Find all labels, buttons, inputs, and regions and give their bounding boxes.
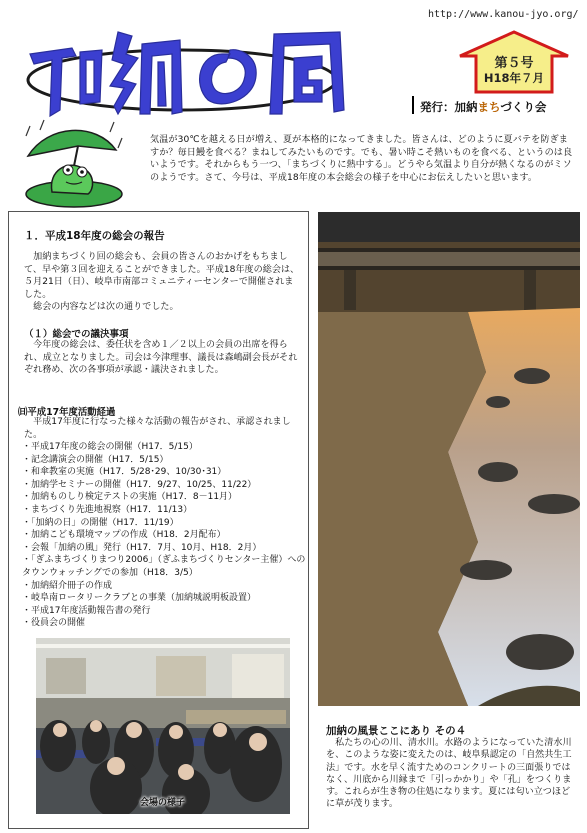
list-item: ・「加納の日」の開催（H17．11/19） <box>22 517 179 528</box>
feature-paragraph: 私たちの心の川、清水川。水路のようになっていた清水川を、このような姿に変えたのは、岐阜県認定の「自然共生工法」です。水を早く流すためのコンクリートの三面張りではなく、川底から川縁まで「引っかかり」や「孔」をつくります。これらが生き物の住処になります。夏には匂い立つほどに草が茂ります。 <box>326 738 572 810</box>
publisher-prefix: 発行：加納 <box>420 100 478 114</box>
list-item: ・まちづくり先進地視察（H17．11/13） <box>22 504 193 515</box>
publisher-line <box>420 99 546 115</box>
publisher-suffix: づくり会 <box>500 100 547 114</box>
activities-list <box>22 441 306 630</box>
river-photo <box>318 212 580 706</box>
activities-intro: 平成17年度に行なった様々な活動の報告がされ、承認されました。 <box>24 417 291 440</box>
masthead-title <box>22 14 352 124</box>
list-item: ・加納紹介冊子の作成 <box>22 580 113 591</box>
list-item: ・「ぎふまちづくりまつり2006」（ぎふまちづくりセンター主催）へのタウンウォッチングでの参加（H18．3/5） <box>22 555 306 578</box>
website-url: http://www.kanou-jyo.org/ <box>428 9 579 20</box>
list-item: ・和傘教室の実施（H17．5/28･29、10/30･31） <box>22 467 227 478</box>
publisher-divider <box>412 96 414 114</box>
list-item: ・加納こども環境マップの作成（H18．2月配布） <box>22 530 226 541</box>
meeting-photo <box>36 638 290 814</box>
activities-heading: ㈰平成17年度活動経過 <box>18 407 116 418</box>
list-item: ・加納ものしり検定テストの実施（H17．8－11月） <box>22 492 238 503</box>
feature-title: 加納の風景ここにあり その４ <box>326 725 467 737</box>
issue-date: H18年７月 <box>483 71 545 85</box>
resolutions-paragraph: 今年度の総会は、委任状を含め１／２以上の会員の出席を得られ、成立となりました。司会は今津理事、議長は森嶋副会長がそれぞれ務め、次の各事項が承認・議決されました。 <box>24 340 298 376</box>
list-item: ・記念講演会の開催（H17．5/15） <box>22 454 169 465</box>
list-item: ・加納学セミナーの開催（H17．9/27、10/25、11/22） <box>22 479 257 490</box>
article-paragraph: 加納まちづくり回の総会も、会員の皆さんのおかげをもちまして、早や第３回を迎えることができました。平成18年度の総会は、５月21日（日）、岐阜市南部コミュニティーセンターで開催されました。 総会の内容などは次の通りでした。 <box>24 252 300 313</box>
publisher-accent: まち <box>477 100 501 114</box>
list-item: ・平成17年度活動報告書の発行 <box>22 605 151 616</box>
list-item: ・岐阜南ロータリークラブとの事業（加納城説明板設置） <box>22 593 257 604</box>
frog-mascot-illustration <box>18 116 130 214</box>
intro-paragraph: 気温が30℃を越える日が増え、夏が本格的になってきました。皆さんは、どのように夏バテを防ぎますか？毎日鰻を食べる？まねしてみたいものです。でも、暑い時こそ熱いものを食べる、というのは良いようです。それからもう一つ、「まちづくりに熱中する」。どうやら気温より自分が熱くなるのがミソのようです。さて、今号は、平成18年度の本会総会の様子を中心にお伝えしたいと思います。 <box>150 135 573 183</box>
list-item: ・平成17年度の総会の開催（H17．5/15） <box>22 442 198 452</box>
article-title: １．平成18年度の総会の報告 <box>24 230 165 242</box>
list-item: ・会報「加納の風」発行（H17．7月、10月、H18．2月） <box>22 542 262 553</box>
issue-number: 第５号 <box>494 56 534 71</box>
photo-caption: 会場の様子 <box>140 798 186 808</box>
resolutions-heading: （１）総会での議決事項 <box>24 329 129 340</box>
list-item: ・役員会の開催 <box>22 618 86 629</box>
